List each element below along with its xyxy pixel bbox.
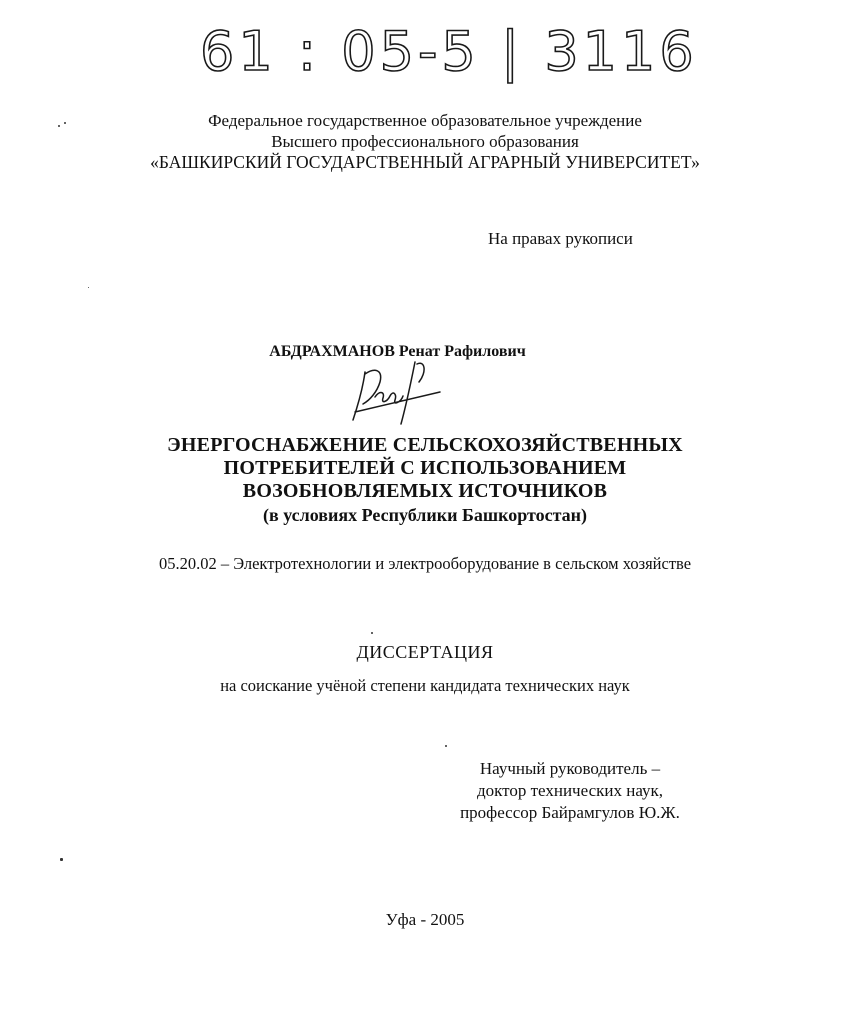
document-type: ДИССЕРТАЦИЯ bbox=[356, 642, 494, 662]
scan-speck bbox=[445, 745, 447, 747]
supervisor-block bbox=[440, 758, 700, 824]
title-line-3: ВОЗОБНОВЛЯЕМЫХ ИСТОЧНИКОВ bbox=[242, 480, 608, 502]
archive-number-text: 61 : 05-5 | 3116 bbox=[200, 20, 698, 83]
institution-line-3: «БАШКИРСКИЙ ГОСУДАРСТВЕННЫЙ АГРАРНЫЙ УНИВЕРСИТЕТ» bbox=[150, 152, 700, 172]
scan-speck bbox=[88, 287, 89, 288]
title-line-2: ПОТРЕБИТЕЛЕЙ С ИСПОЛЬЗОВАНИЕМ bbox=[223, 457, 627, 479]
dissertation-title bbox=[100, 434, 750, 503]
manuscript-rights: На правах рукописи bbox=[488, 229, 633, 248]
author-name: АБДРАХМАНОВ Ренат Рафилович bbox=[269, 343, 526, 360]
author-signature bbox=[335, 352, 455, 432]
institution-line-1: Федеральное государственное образовательное учреждение bbox=[208, 111, 642, 130]
specialty-code: 05.20.02 – Электротехнологии и электрооборудование в сельском хозяйстве bbox=[158, 554, 692, 573]
supervisor-line-2: доктор технических наук, bbox=[476, 781, 664, 800]
supervisor-line-3: профессор Байрамгулов Ю.Ж. bbox=[460, 803, 680, 822]
handwritten-archive-number bbox=[190, 8, 698, 88]
title-subtitle: (в условиях Республики Башкортостан) bbox=[262, 505, 587, 525]
city-year: Уфа - 2005 bbox=[385, 910, 465, 929]
institution-line-2: Высшего профессионального образования bbox=[271, 132, 579, 151]
institution-block bbox=[100, 110, 750, 173]
title-line-1: ЭНЕРГОСНАБЖЕНИЕ СЕЛЬСКОХОЗЯЙСТВЕННЫХ bbox=[167, 434, 683, 456]
supervisor-line-1: Научный руководитель – bbox=[479, 759, 661, 778]
scan-speck bbox=[371, 632, 373, 634]
degree-line: на соискание учёной степени кандидата технических наук bbox=[220, 676, 630, 695]
scan-speck bbox=[60, 858, 63, 861]
scan-speck bbox=[64, 122, 66, 124]
scan-speck bbox=[58, 125, 60, 127]
